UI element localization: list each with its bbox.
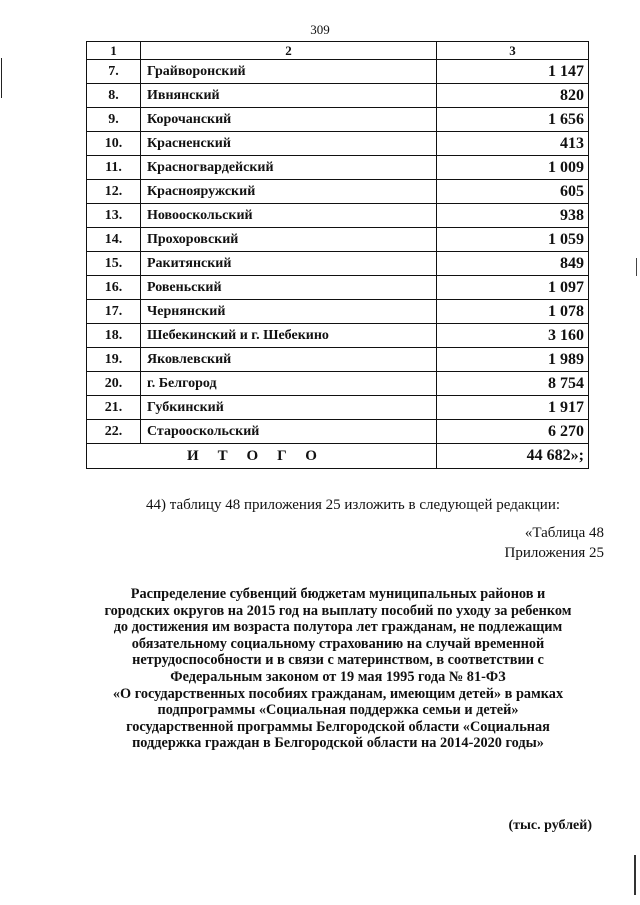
heading-line: нетрудоспособности и в связи с материнством, в соответствии с [132, 652, 544, 669]
row-value: 605 [437, 180, 589, 204]
row-number: 10. [87, 132, 141, 156]
total-value: 44 682»; [437, 444, 589, 469]
heading-line: городских округов на 2015 год на выплату пособий по уходу за ребенком [104, 602, 572, 619]
table-row [87, 396, 589, 420]
row-value: 1 989 [437, 348, 589, 372]
table-row [87, 180, 589, 204]
table-row [87, 276, 589, 300]
column-header-number: 1 [87, 42, 141, 60]
heading-line: Федеральным законом от 19 мая 1995 года № 81-ФЗ [170, 668, 506, 685]
row-name: Старооскольский [141, 420, 437, 444]
amendment-instruction: 44) таблицу 48 приложения 25 изложить в следующей редакции: [146, 497, 561, 513]
row-value: 1 078 [437, 300, 589, 324]
row-number: 18. [87, 324, 141, 348]
table-row [87, 60, 589, 84]
row-value: 1 009 [437, 156, 589, 180]
row-value: 8 754 [437, 372, 589, 396]
heading-line: государственной программы Белгородской области «Социальная [126, 718, 550, 735]
column-header-value: 3 [437, 42, 589, 60]
heading-line: до достижения им возраста полутора лет гражданам, не подлежащим [113, 619, 563, 636]
table-reference [505, 523, 605, 563]
row-value: 1 147 [437, 60, 589, 84]
row-name: Ракитянский [141, 252, 437, 276]
row-number: 11. [87, 156, 141, 180]
row-number: 7. [87, 60, 141, 84]
table-row [87, 348, 589, 372]
total-label: ИТОГО [87, 444, 437, 469]
table-reference-line-2: Приложения 25 [504, 545, 604, 561]
row-number: 12. [87, 180, 141, 204]
table-row [87, 372, 589, 396]
row-number: 21. [87, 396, 141, 420]
row-name: Прохоровский [141, 228, 437, 252]
table-row [87, 228, 589, 252]
heading-line: подпрограммы «Социальная поддержка семьи и детей» [157, 702, 519, 719]
table-header-row [87, 42, 589, 60]
row-number: 9. [87, 108, 141, 132]
row-name: Краснояружский [141, 180, 437, 204]
row-number: 15. [87, 252, 141, 276]
row-number: 13. [87, 204, 141, 228]
row-value: 820 [437, 84, 589, 108]
page-number: 309 [310, 22, 330, 37]
scan-artifact-right-bottom [634, 855, 636, 895]
row-value: 1 097 [437, 276, 589, 300]
row-value: 413 [437, 132, 589, 156]
table-row [87, 132, 589, 156]
row-name: Грайворонский [141, 60, 437, 84]
table-row [87, 84, 589, 108]
row-number: 14. [87, 228, 141, 252]
units-label: (тыс. рублей) [508, 818, 592, 833]
row-value: 849 [437, 252, 589, 276]
heading-line: «О государственных пособиях гражданам, имеющим детей» в рамках [112, 685, 564, 702]
table-row [87, 156, 589, 180]
row-value: 1 917 [437, 396, 589, 420]
table-row [87, 420, 589, 444]
row-value: 938 [437, 204, 589, 228]
table-total-row [87, 444, 589, 469]
row-value: 1 059 [437, 228, 589, 252]
subvention-table [86, 41, 589, 469]
distribution-heading [80, 586, 596, 752]
row-name: Шебекинский и г. Шебекино [141, 324, 437, 348]
row-name: Корочанский [141, 108, 437, 132]
row-name: г. Белгород [141, 372, 437, 396]
table-row [87, 252, 589, 276]
row-name: Красненский [141, 132, 437, 156]
scan-artifact-left [1, 58, 2, 98]
table-row [87, 324, 589, 348]
row-name: Яковлевский [141, 348, 437, 372]
row-number: 22. [87, 420, 141, 444]
scan-artifact-right [636, 258, 637, 276]
row-number: 16. [87, 276, 141, 300]
row-value: 3 160 [437, 324, 589, 348]
row-number: 8. [87, 84, 141, 108]
row-name: Ивнянский [141, 84, 437, 108]
table-row [87, 108, 589, 132]
row-name: Ровеньский [141, 276, 437, 300]
row-number: 19. [87, 348, 141, 372]
column-header-name: 2 [141, 42, 437, 60]
row-number: 20. [87, 372, 141, 396]
table-row [87, 204, 589, 228]
table-row [87, 300, 589, 324]
row-name: Чернянский [141, 300, 437, 324]
heading-line: обязательному социальному страхованию на случай временной [131, 635, 545, 652]
row-name: Красногвардейский [141, 156, 437, 180]
table-reference-line-1: «Таблица 48 [524, 525, 604, 541]
row-value: 6 270 [437, 420, 589, 444]
row-value: 1 656 [437, 108, 589, 132]
row-name: Новооскольский [141, 204, 437, 228]
heading-line: Распределение субвенций бюджетам муниципальных районов и [130, 586, 546, 602]
row-name: Губкинский [141, 396, 437, 420]
row-number: 17. [87, 300, 141, 324]
heading-line: поддержка граждан в Белгородской области на 2014-2020 годы» [132, 735, 544, 752]
